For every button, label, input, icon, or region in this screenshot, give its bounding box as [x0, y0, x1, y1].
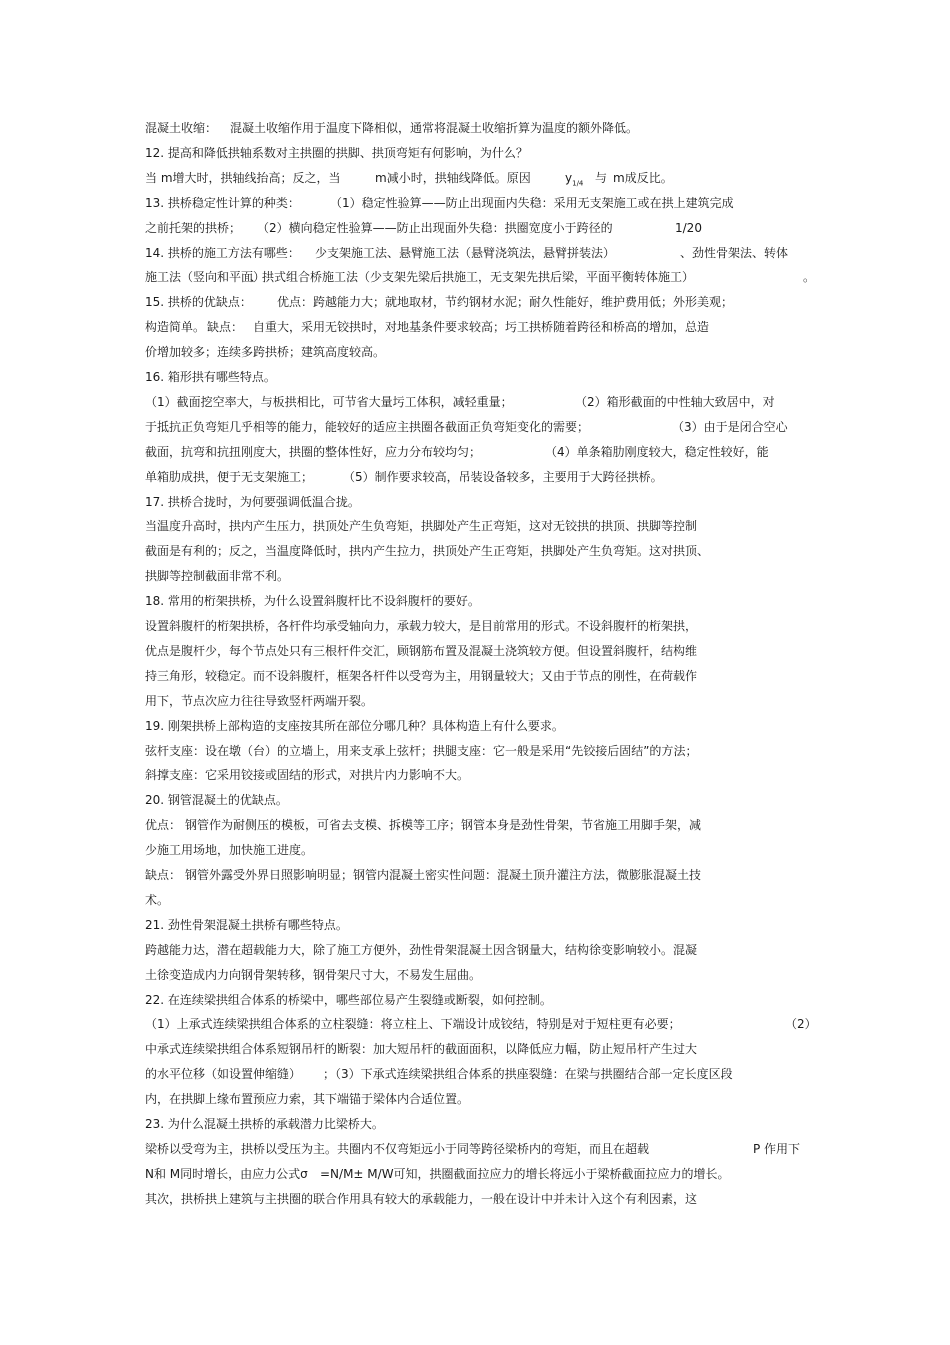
text-line [145, 490, 830, 514]
text-line [145, 788, 830, 812]
text-line [145, 390, 830, 414]
text-line [145, 1062, 830, 1086]
text-segment: m成反比。 [613, 170, 673, 185]
text-segment: 14. 拱桥的施工方法有哪些： [145, 245, 300, 260]
text-line [145, 739, 830, 763]
text-line [145, 315, 830, 339]
text-line [145, 664, 830, 688]
text-segment: 弦杆支座：设在墩（台）的立墙上，用来支承上弦杆；拱腿支座：它一般是采用“先铰接后固结”的方法； [145, 743, 698, 758]
text-segment: $y_{1/4}$ [565, 170, 584, 188]
text-line [145, 888, 830, 912]
text-line [145, 763, 830, 787]
text-segment: 截面，抗弯和抗扭刚度大，拱圈的整体性好，应力分布较均匀； [145, 444, 482, 459]
text-segment: =N/M± M/W可知，拱圈截面拉应力的增长将远小于梁桥截面拉应力的增长。 [320, 1166, 730, 1181]
text-line [145, 340, 830, 364]
text-line [145, 963, 830, 987]
text-line [145, 465, 830, 489]
text-line [145, 141, 830, 165]
text-segment: 优点： [145, 818, 182, 833]
text-segment: （2）箱形截面的中性轴大致居中，对 [575, 394, 775, 409]
text-line [145, 415, 830, 439]
text-segment: 1/20 [675, 220, 702, 235]
text-segment: m减小时，拱轴线降低。原因 [375, 170, 531, 185]
text-segment: （1）稳定性验算——防止出现面内失稳：采用无支架施工或在拱上建筑完成 [330, 195, 734, 210]
text-segment: 16. 箱形拱有哪些特点。 [145, 370, 276, 384]
text-line [145, 191, 830, 215]
text-segment: 之前托架的拱桥； [145, 220, 242, 235]
text-segment: 土徐变造成内力向钢骨架转移，钢骨架尺寸大，不易发生屈曲。 [145, 967, 482, 982]
text-line [145, 1137, 830, 1161]
text-segment: 斜撑支座：它采用铰接或固结的形式，对拱片内力影响不大。 [145, 768, 470, 783]
text-segment: 优点：跨越能力大；就地取材，节约钢材水泥；耐久性能好，维护费用低；外形美观； [277, 295, 734, 310]
text-segment: 自重大，采用无铰拱时，对地基条件要求较高；圬工拱桥随着跨径和桥高的增加，总造 [253, 320, 710, 335]
text-line [145, 863, 830, 887]
text-segment: 梁桥以受弯为主，拱桥以受压为主。共圈内不仅弯矩远小于同等跨径梁桥内的弯矩，而且在超载 [145, 1141, 650, 1156]
text-segment: 其次，拱桥拱上建筑与主拱圈的联合作用具有较大的承载能力，一般在设计中并未计入这个有利因素，这 [145, 1191, 698, 1206]
text-segment: 价增加较多；连续多跨拱桥；建筑高度较高。 [145, 345, 386, 360]
text-segment: ；（3）下承式连续梁拱组合体系的拱座裂缝：在梁与拱圈结合部一定长度区段 [323, 1067, 733, 1082]
text-segment: 20. 钢管混凝土的优缺点。 [145, 793, 288, 808]
text-segment: 跨越能力达，潜在超载能力大，除了施工方便外，劲性骨架混凝土因含钢量大，结构徐变影响较小。混凝 [145, 942, 698, 957]
text-line [145, 1037, 830, 1061]
text-segment: 的水平位移（如设置伸缩缝） [145, 1067, 302, 1082]
text-line [145, 365, 830, 389]
text-line [145, 290, 830, 314]
text-line [145, 913, 830, 937]
text-segment: （1）上承式连续梁拱组合体系的立柱裂缝：将立柱上、下端设计成铰结，特别是对于短柱更有必要； [145, 1017, 681, 1032]
text-segment: 混凝土收缩： [145, 121, 218, 135]
text-line [145, 614, 830, 638]
text-segment: 23. 为什么混凝土拱桥的承载潜力比梁桥大。 [145, 1117, 384, 1131]
text-line [145, 988, 830, 1012]
text-line [145, 241, 830, 265]
text-segment: 拱脚等控制截面非常不利。 [145, 569, 290, 584]
text-line [145, 1087, 830, 1111]
text-segment: 混凝土收缩作用于温度下降相似，通常将混凝土收缩折算为温度的额外降低。 [230, 121, 639, 135]
text-segment: 中承式连续梁拱组合体系短钢吊杆的断裂：加大短吊杆的截面面积，以降低应力幅，防止短吊杆产生过大 [145, 1042, 698, 1057]
text-line [145, 689, 830, 713]
text-line [145, 564, 830, 588]
text-segment: 15. 拱桥的优缺点： [145, 295, 252, 310]
text-segment: 设置斜腹杆的桁架拱桥，各杆件均承受轴向力，承载力较大，是目前常用的形式。不设斜腹杆的桁架拱， [145, 619, 698, 633]
text-segment: （4）单条箱肋刚度较大，稳定性较好，能 [545, 444, 769, 459]
text-segment: 当温度升高时，拱内产生压力，拱顶处产生负弯矩，拱脚处产生正弯矩，这对无铰拱的拱顶、拱脚等控制 [145, 519, 698, 534]
text-segment: （1）截面挖空率大，与板拱相比，可节省大量圬工体积，减轻重量； [145, 394, 513, 409]
text-line [145, 1012, 830, 1036]
subscript: 1/4 [572, 179, 584, 188]
text-line [145, 539, 830, 563]
text-line [145, 1187, 830, 1211]
text-segment: 、劲性骨架法、转体 [680, 245, 789, 260]
text-segment: 12. 提高和降低拱轴系数对主拱圈的拱脚、拱顶弯矩有何影响，为什么？ [145, 145, 528, 160]
text-line [145, 639, 830, 663]
text-segment: 。 [803, 270, 816, 285]
text-segment: 当 m增大时，拱轴线抬高；反之，当 [145, 170, 341, 185]
text-segment: 19. 刚架拱桥上部构造的支座按其所在部位分哪几种？具体构造上有什么要求。 [145, 718, 564, 733]
text-line [145, 589, 830, 613]
text-segment: 少支架施工法、悬臂施工法（悬臂浇筑法，悬臂拼装法） [315, 245, 616, 260]
text-segment: 施工法（竖向和平面） [145, 270, 266, 285]
text-segment: 、拱式组合桥施工法（少支架先梁后拱施工，无支架先拱后梁，平面平衡转体施工） [250, 270, 695, 285]
text-segment: 构造简单。 [145, 320, 206, 335]
text-line [145, 265, 830, 289]
text-segment: 13. 拱桥稳定性计算的种类： [145, 195, 300, 210]
text-line [145, 514, 830, 538]
text-segment: 缺点： [207, 320, 244, 335]
text-line [145, 1162, 830, 1186]
text-line [145, 116, 830, 140]
text-segment: 内，在拱脚上缘布置预应力索，其下端锚于梁体内合适位置。 [145, 1092, 470, 1107]
text-line [145, 838, 830, 862]
text-line [145, 216, 830, 240]
text-line [145, 166, 830, 190]
text-segment: 17. 拱桥合拢时，为何要强调低温合拢。 [145, 494, 360, 509]
text-line [145, 938, 830, 962]
text-segment: （3）由于是闭合空心 [672, 419, 788, 434]
text-segment: 21. 劲性骨架混凝土拱桥有哪些特点。 [145, 917, 348, 932]
text-line [145, 1112, 830, 1136]
text-segment: 优点是腹杆少，每个节点处只有三根杆件交汇，顾钢筋布置及混凝土浇筑较方便。但设置斜腹杆，结构维 [145, 643, 698, 658]
text-segment: （2） [785, 1017, 817, 1032]
text-segment: 术。 [145, 892, 170, 907]
text-segment: 钢管外露受外界日照影响明显；钢管内混凝土密实性问题：混凝土顶升灌注方法，微膨胀混凝土技 [185, 868, 702, 882]
text-line [145, 440, 830, 464]
text-segment: 于抵抗正负弯矩几乎相等的能力，能较好的适应主拱圈各截面正负弯矩变化的需要； [145, 419, 590, 434]
text-segment: 用下，节点次应力往往导致竖杆两端开裂。 [145, 693, 374, 708]
text-segment: 持三角形，较稳定。而不设斜腹杆，框架各杆件以受弯为主，用钢量较大；又由于节点的刚性，在荷载作 [145, 668, 698, 683]
text-segment: 单箱肋成拱，便于无支架施工； [145, 469, 314, 484]
text-segment: 截面是有利的；反之，当温度降低时，拱内产生拉力，拱顶处产生正弯矩，拱脚处产生负弯矩。这对拱顶、 [145, 544, 710, 559]
text-segment: N和 M同时增长，由应力公式σ [145, 1166, 308, 1181]
text-segment: 少施工用场地，加快施工进度。 [145, 843, 314, 858]
text-segment: 18. 常用的桁架拱桥，为什么设置斜腹杆比不设斜腹杆的要好。 [145, 594, 480, 609]
text-segment: 22. 在连续梁拱组合体系的桥梁中，哪些部位易产生裂缝或断裂，如何控制。 [145, 992, 552, 1007]
text-segment: （2）横向稳定性验算——防止出现面外失稳：拱圈宽度小于跨径的 [257, 220, 613, 235]
text-line [145, 714, 830, 738]
text-segment: （5）制作要求较高，吊装设备较多，主要用于大跨径拱桥。 [343, 469, 663, 484]
text-segment: 缺点： [145, 868, 182, 882]
text-segment: 与 [595, 170, 608, 185]
text-segment: P 作用下 [753, 1141, 801, 1156]
text-line [145, 813, 830, 837]
text-segment: 钢管作为耐侧压的模板，可省去支模、拆模等工序；钢管本身是劲性骨架，节省施工用脚手架，减 [185, 818, 702, 833]
